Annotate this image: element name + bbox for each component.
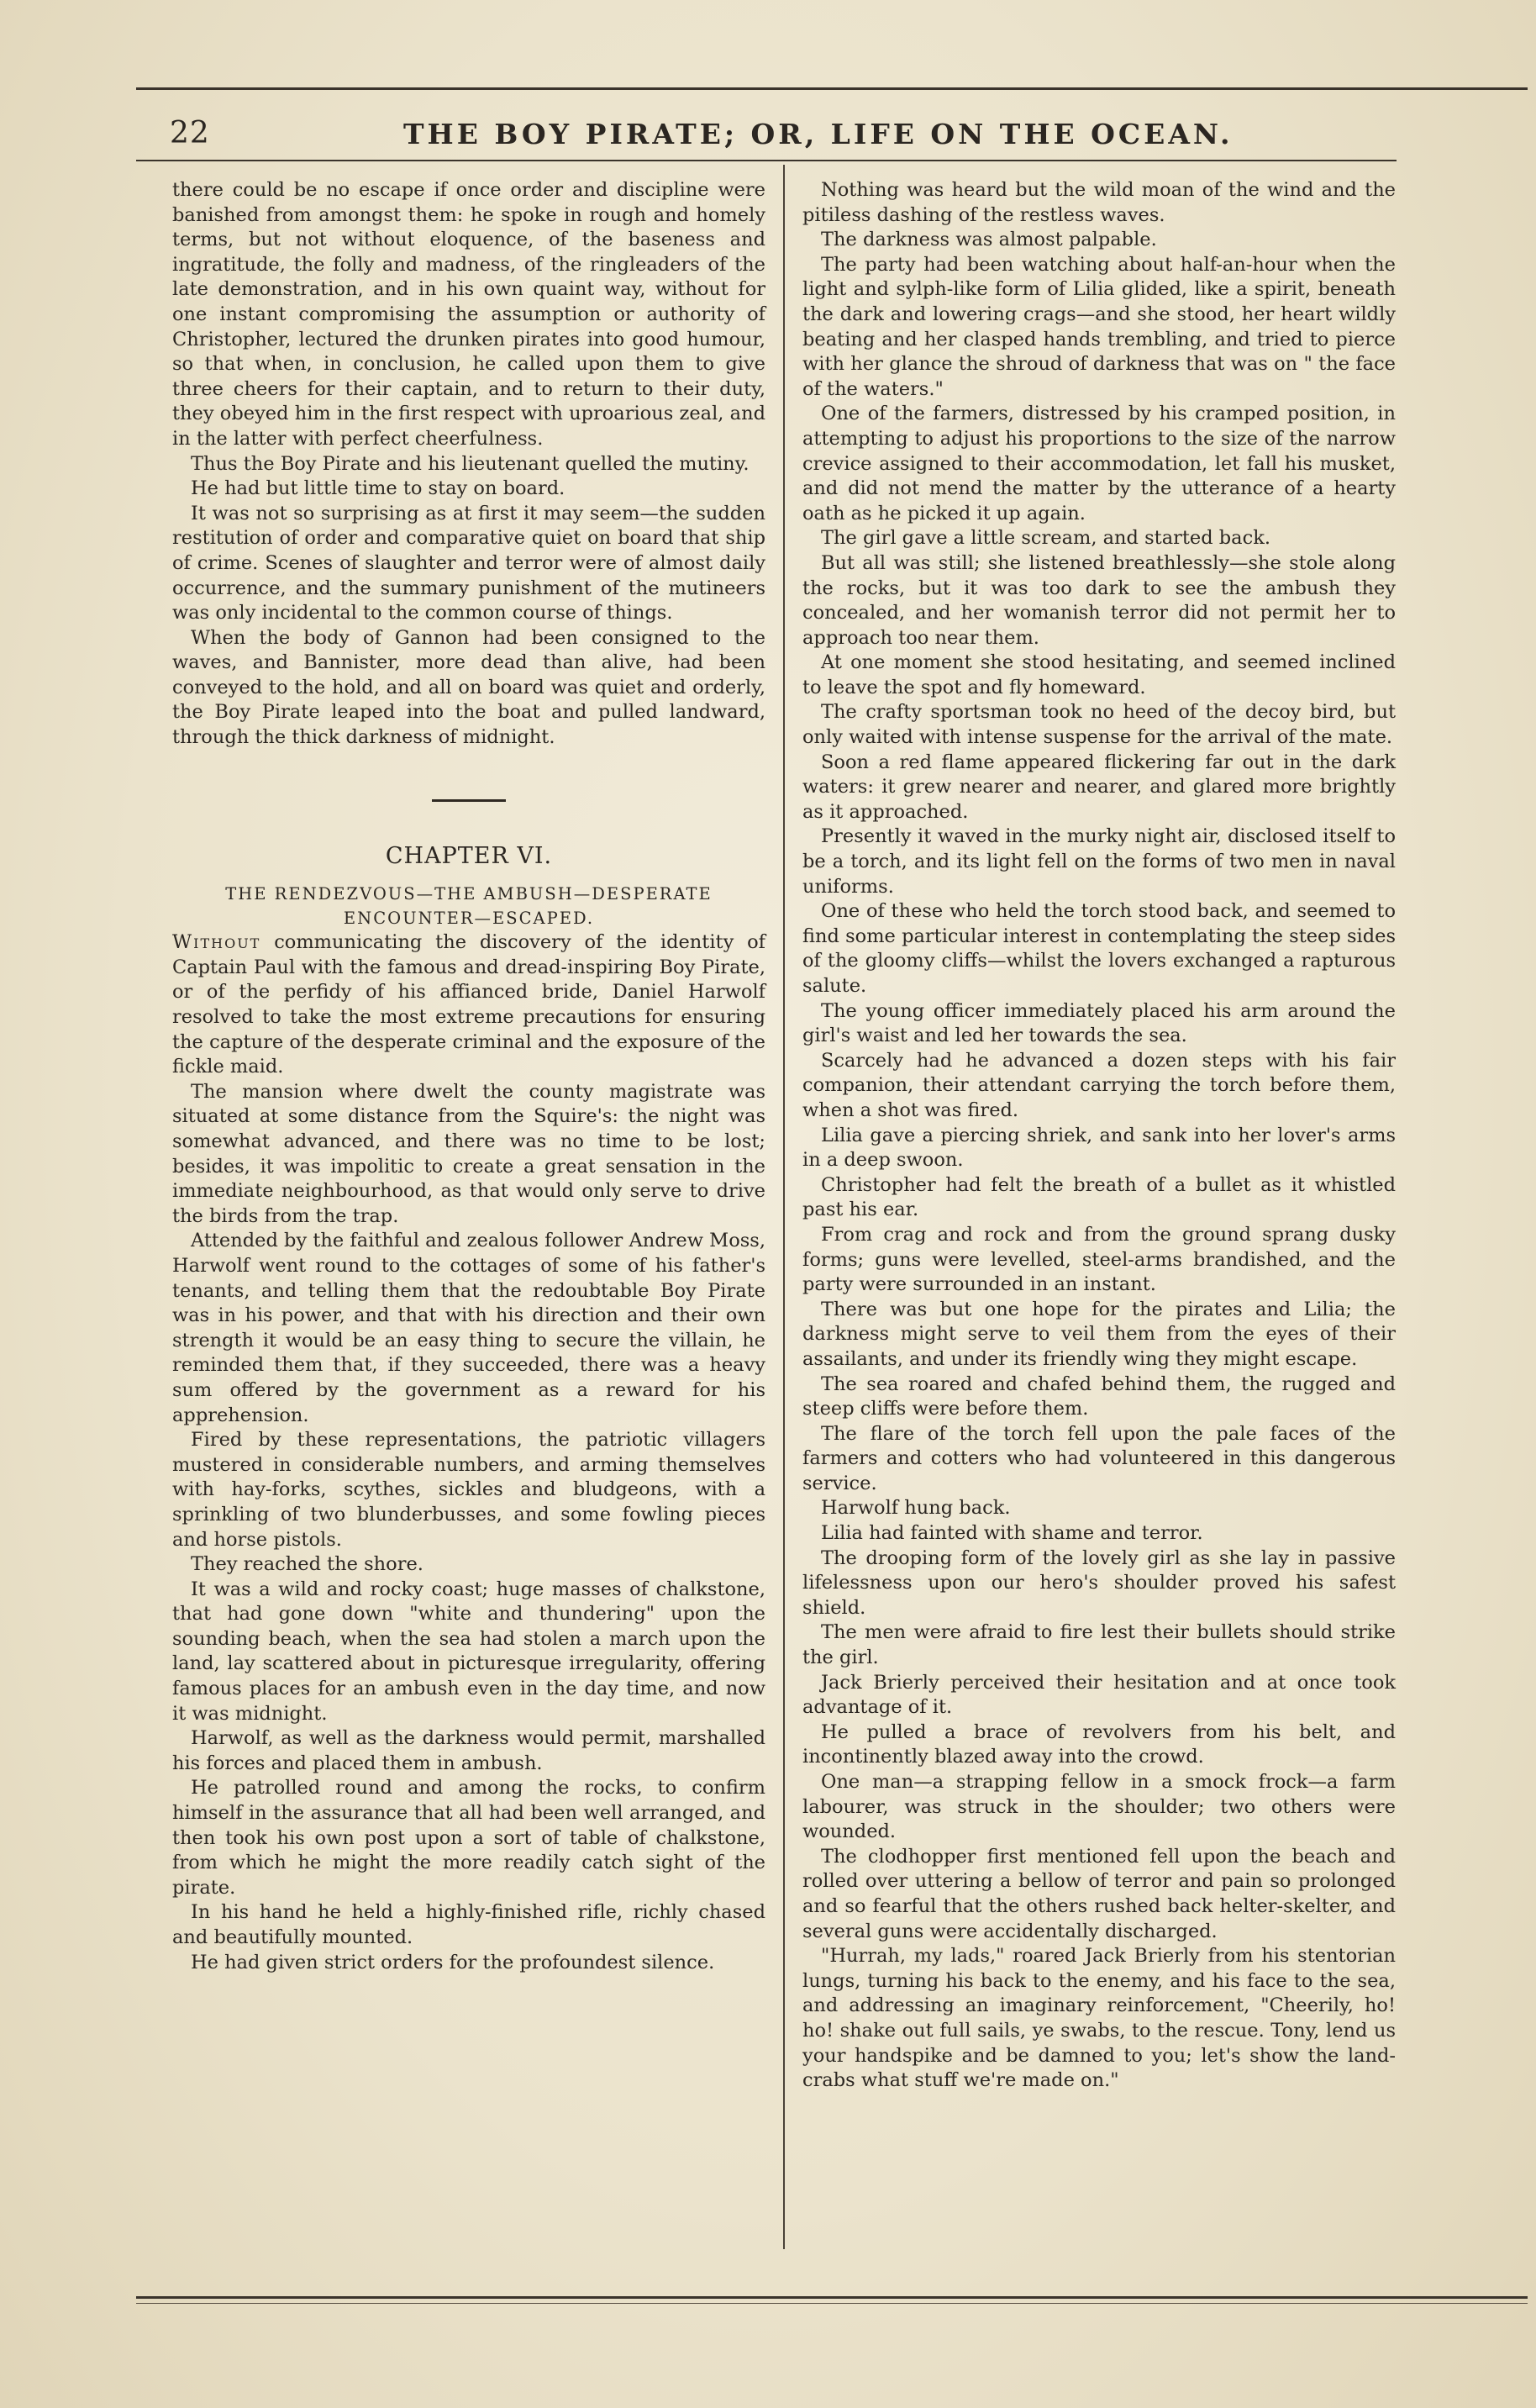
paragraph: Lilia had fainted with shame and terror.: [821, 1522, 1203, 1545]
bottom-rule-thin: [136, 2303, 1528, 2304]
paragraph: The clodhopper first mentioned fell upon the beach and rolled over uttering a bellow of terror and pain so prolonged and so fearful that the others rushed back helter-skelter, and several guns were accidentally discharged.: [802, 1845, 1396, 1942]
paragraph: The flare of the torch fell upon the pale faces of the farmers and cotters who had volunteered in this dangerous service.: [802, 1422, 1396, 1494]
paragraph: Attended by the faithful and zealous follower Andrew Moss, Harwolf went round to the cottages of some of his father's tenants, and telling them that the redoubtable Boy Pirate was in his power, and that with his direction and their own strength it would be an easy thing to secure the villain, he reminded them that, if they succeeded, there was a heavy sum offered by the government as a reward for his apprehension.: [172, 1230, 765, 1426]
page-number: 22: [170, 116, 210, 150]
paragraph: The darkness was almost palpable.: [821, 229, 1157, 251]
paragraph: Jack Brierly perceived their hesitation and at once took advantage of it.: [802, 1671, 1396, 1719]
paragraph-text: communicating the discovery of the identity of Captain Paul with the famous and dread-inspiring Boy Pirate, or of the perfidy of his affianced bride, Daniel Harwolf resolved to take the most extreme precautions for ensuring the capture of the desperate criminal and the exposure of the fickle maid.: [172, 931, 765, 1078]
bottom-rule: [136, 2296, 1528, 2299]
top-rule: [136, 87, 1528, 90]
paragraph: The girl gave a little scream, and started back.: [821, 527, 1270, 550]
paragraph: Thus the Boy Pirate and his lieutenant quelled the mutiny.: [191, 452, 750, 475]
left-column: [172, 178, 765, 1975]
paragraph: The crafty sportsman took no heed of the decoy bird, but only waited with intense suspense for the arrival of the mate.: [802, 701, 1396, 749]
paragraph: One of the farmers, distressed by his cramped position, in attempting to adjust his proportions to the size of the narrow crevice assigned to their accommodation, let fall his musket, and did not mend the matter by the utterance of a hearty oath as he picked it up again.: [802, 403, 1396, 524]
paragraph: [172, 930, 765, 1080]
paragraph: One of these who held the torch stood back, and seemed to find some particular interest in contemplating the steep sides of the gloomy cliffs—whilst the lovers exchanged a rapturous salute.: [802, 900, 1396, 997]
paragraph: Harwolf hung back.: [821, 1497, 1011, 1520]
right-column: [802, 178, 1396, 2094]
paragraph: The drooping form of the lovely girl as she lay in passive lifelessness upon our hero's shoulder proved his safest shield.: [802, 1546, 1396, 1619]
paragraph: It was a wild and rocky coast; huge masses of chalkstone, that had gone down "white and thundering" upon the sounding beach, when the sea had stolen a march upon the land, lay scattered about in picturesque irregularity, offering famous places for an ambush even in the day time, and now it was midnight.: [172, 1578, 765, 1725]
paragraph: He had but little time to stay on board.: [191, 477, 565, 500]
chapter-title: CHAPTER VI.: [385, 842, 553, 869]
paragraph: Presently it waved in the murky night air, disclosed itself to be a torch, and its light fell on the forms of two men in naval uniforms.: [802, 825, 1396, 898]
column-divider: [783, 165, 785, 2249]
paragraph: The young officer immediately placed his arm around the girl's waist and led her towards the sea.: [802, 999, 1396, 1047]
paragraph: He patrolled round and among the rocks, to confirm himself in the assurance that all had been well arranged, and then took his own post upon a sort of table of chalkstone, from which he might the more readily catch sight of the pirate.: [172, 1777, 765, 1899]
paragraph: Soon a red flame appeared flickering far out in the dark waters: it grew nearer and nearer, and glared more brightly as it approached.: [802, 751, 1396, 823]
paragraph: Christopher had felt the breath of a bullet as it whistled past his ear.: [802, 1173, 1396, 1221]
paragraph: He pulled a brace of revolvers from his belt, and incontinently blazed away into the crowd.: [802, 1720, 1396, 1768]
paragraph: When the body of Gannon had been consigned to the waves, and Bannister, more dead than alive, had been conveyed to the hold, and all on board was quiet and orderly, the Boy Pirate leaped into the boat and pulled landward, through the thick darkness of midnight.: [172, 626, 765, 749]
paragraph: Fired by these representations, the patriotic villagers mustered in considerable numbers, and arming themselves with hay-forks, scythes, sickles and bludgeons, with a sprinkling of two blunderbusses, and some fowling pieces and horse pistols.: [172, 1429, 765, 1551]
chapter-summary: THE RENDEZVOUS—THE AMBUSH—DESPERATE ENCOUNTER—ESCAPED.: [225, 884, 713, 929]
paragraph: The men were afraid to fire lest their bullets should strike the girl.: [802, 1621, 1396, 1669]
paragraph: It was not so surprising as at first it may seem—the sudden restitution of order and comparative quiet on board that ship of crime. Scenes of slaughter and terror were of almost daily occurrence, and the summary punishment of the mutineers was only incidental to the common course of things.: [172, 502, 765, 624]
paragraph: He had given strict orders for the profoundest silence.: [191, 1951, 715, 1973]
paragraph: Scarcely had he advanced a dozen steps with his fair companion, their attendant carrying the torch before them, when a shot was fired.: [802, 1049, 1396, 1121]
paragraph: There was but one hope for the pirates and Lilia; the darkness might serve to veil them from the eyes of their assailants, and under its friendly wing they might escape.: [802, 1298, 1396, 1370]
paragraph: Harwolf, as well as the darkness would permit, marshalled his forces and placed them in ambush.: [172, 1727, 765, 1774]
section-divider: [432, 799, 506, 802]
lead-word: Without: [172, 931, 261, 954]
paragraph: At one moment she stood hesitating, and seemed inclined to leave the spot and fly homeward.: [802, 651, 1396, 698]
running-head: THE BOY PIRATE; OR, LIFE ON THE OCEAN.: [403, 118, 1234, 150]
paragraph: The mansion where dwelt the county magistrate was situated at some distance from the Squire's: the night was somewhat advanced, and there was no time to be lost; besides, it was impolitic to create a great sensation in the immediate neighbourhood, as that would only serve to drive the birds from the trap.: [172, 1080, 765, 1227]
paragraph: Lilia gave a piercing shriek, and sank into her lover's arms in a deep swoon.: [802, 1124, 1396, 1172]
paragraph: In his hand he held a highly-finished rifle, richly chased and beautifully mounted.: [172, 1901, 765, 1948]
paragraph: The sea roared and chafed behind them, the rugged and steep cliffs were before them.: [802, 1373, 1396, 1420]
paragraph: there could be no escape if once order and discipline were banished from amongst them: he spoke in rough and homely terms, but not without eloquence, of the baseness and ingratitude, the folly and madness, of the ringleaders of the late demonstration, and in his own quaint way, without for one instant compromising the assumption or authority of Christopher, lectured the drunken pirates into good humour, so that when, in conclusion, he called upon them to give three cheers for their captain, and to return to their duty, they obeyed him in the first respect with uproarious zeal, and in the latter with perfect cheerfulness.: [172, 179, 765, 450]
paragraph: The party had been watching about half-an-hour when the light and sylph-like form of Lilia glided, like a spirit, beneath the dark and lowering crags—and she stood, her heart wildly beating and her clasped hands trembling, and tried to pierce with her glance the shroud of darkness that was on " the face of the waters.": [802, 253, 1396, 400]
header-rule: [136, 160, 1397, 161]
paragraph: "Hurrah, my lads," roared Jack Brierly from his stentorian lungs, turning his back to the enemy, and his face to the sea, and addressing an imaginary reinforcement, "Cheerily, ho! ho! shake out full sails, ye swabs, to the rescue. Tony, lend us your handspike and be damned to you; let's show the land-crabs what stuff we're made on.": [802, 1945, 1396, 2092]
paragraph: One man—a strapping fellow in a smock frock—a farm labourer, was struck in the shoulder; two others were wounded.: [802, 1771, 1396, 1843]
paragraph: They reached the shore.: [191, 1553, 423, 1576]
paragraph: Nothing was heard but the wild moan of the wind and the pitiless dashing of the restless waves.: [802, 179, 1396, 226]
paragraph: But all was still; she listened breathlessly—she stole along the rocks, but it was too dark to see the ambush they concealed, and her womanish terror did not permit her to approach too near them.: [802, 551, 1396, 649]
paragraph: From crag and rock and from the ground sprang dusky forms; guns were levelled, steel-arms brandished, and the party were surrounded in an instant.: [802, 1223, 1396, 1296]
